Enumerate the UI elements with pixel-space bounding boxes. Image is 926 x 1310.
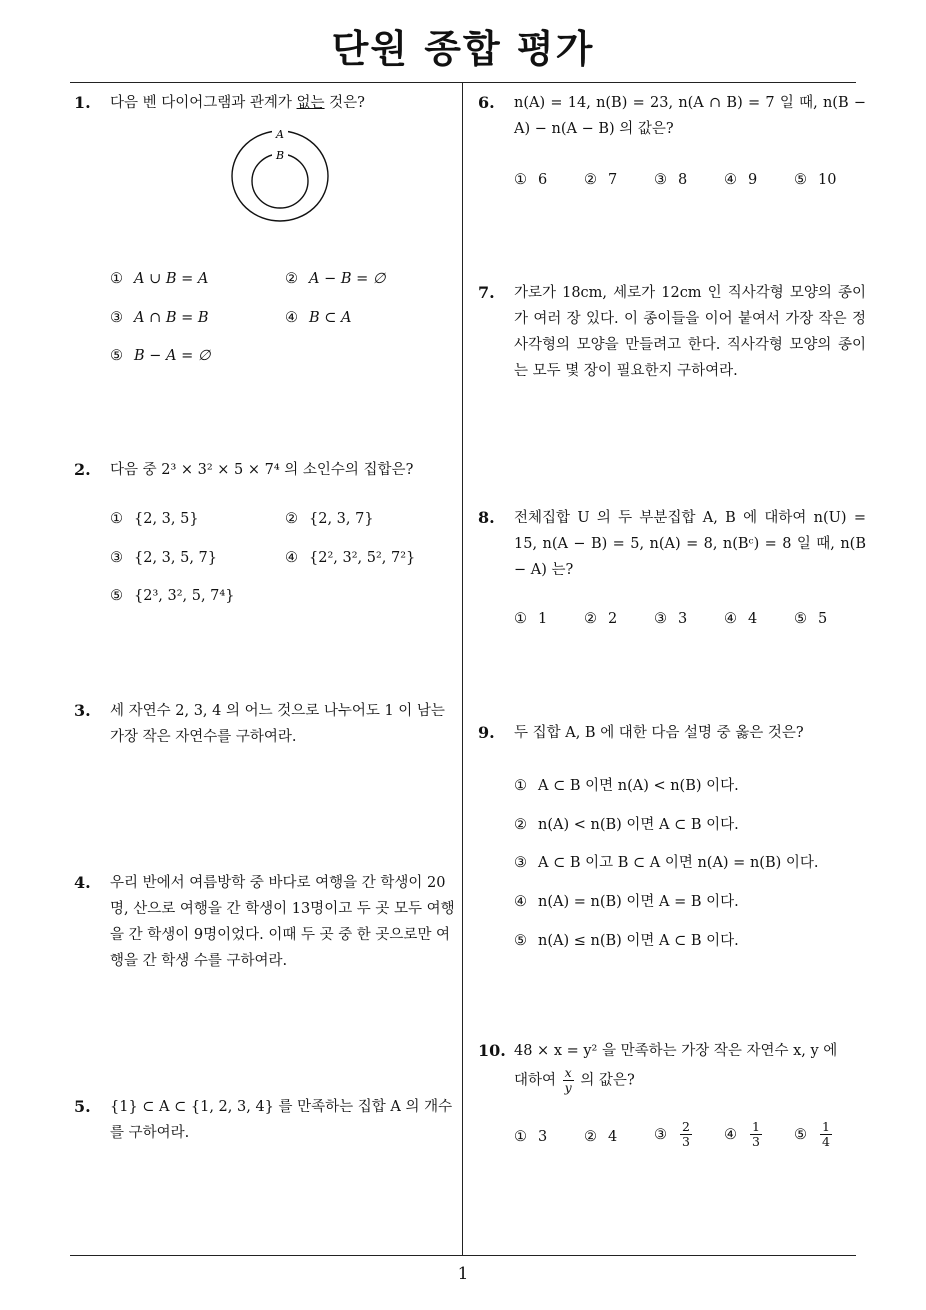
q10-option-2[interactable]: ② 4 [584, 1129, 618, 1145]
q8-option-5[interactable]: ⑤ 5 [794, 611, 828, 627]
q8-option-3[interactable]: ③ 3 [654, 611, 688, 627]
q6-option-2[interactable]: ② 7 [584, 172, 618, 188]
top-rule [70, 82, 856, 83]
fraction: $\frac{1}{3}$ [752, 1119, 760, 1149]
q2-option-4[interactable]: ④ {2², 3², 5², 7²} [285, 550, 416, 566]
question-stem: n(A) = 14, n(B) = 23, n(A ∩ B) = 7 일 때, n(B − A) − n(A − B) 의 값은? [514, 95, 866, 137]
stem-line-1: 48 × x = y² 을 만족하는 가장 작은 자연수 x, y 에 [514, 1043, 838, 1059]
q8-option-2[interactable]: ② 2 [584, 611, 618, 627]
q10-option-3[interactable]: ③ $\frac{2}{3}$ [654, 1119, 690, 1149]
question-stem [110, 90, 462, 116]
question-stem: 세 자연수 2, 3, 4 의 어느 것으로 나누어도 1 이 남는 가장 작은 자연수를 구하여라. [110, 703, 445, 745]
q6-option-3[interactable]: ③ 8 [654, 172, 688, 188]
question-number: 4. [74, 873, 91, 892]
q10-option-4[interactable]: ④ $\frac{1}{3}$ [724, 1119, 760, 1149]
q1-option-1[interactable]: ① A ∪ B = A [110, 271, 209, 287]
q9-option-3[interactable]: ③ A ⊂ B 이고 B ⊂ A 이면 n(A) = n(B) 이다. [514, 855, 819, 871]
venn-diagram [225, 126, 335, 230]
question-stem: {1} ⊂ A ⊂ {1, 2, 3, 4} 를 만족하는 집합 A 의 개수를 구하여라. [110, 1099, 453, 1141]
question-number: 3. [74, 701, 91, 720]
question-stem: 우리 반에서 여름방학 중 바다로 여행을 간 학생이 20 명, 산으로 여행을 간 학생이 13명이고 두 곳 모두 여행을 간 학생이 9명이었다. 이때 두 곳 중 한 곳으로만 여행을 간 학생 수를 구하여라. [110, 875, 455, 969]
page-number: 1 [457, 1264, 469, 1284]
question-number: 10. [478, 1041, 506, 1060]
q9-option-2[interactable]: ② n(A) < n(B) 이면 A ⊂ B 이다. [514, 817, 739, 833]
column-divider [462, 83, 463, 1255]
q9-option-1[interactable]: ① A ⊂ B 이면 n(A) < n(B) 이다. [514, 778, 739, 794]
fraction-x-over-y: $\frac{x}{y}$ [564, 1065, 572, 1095]
q8-option-1[interactable]: ① 1 [514, 611, 548, 627]
question-stem: 다음 중 2³ × 3² × 5 × 7⁴ 의 소인수의 집합은? [110, 462, 414, 478]
q8-option-4[interactable]: ④ 4 [724, 611, 758, 627]
question-number: 2. [74, 460, 91, 479]
q9-option-5[interactable]: ⑤ n(A) ≤ n(B) 이면 A ⊂ B 이다. [514, 933, 739, 949]
question-number: 8. [478, 508, 495, 527]
question-number: 1. [74, 93, 91, 112]
q6-option-1[interactable]: ① 6 [514, 172, 548, 188]
stem-text: 다음 벤 다이어그램과 관계가 [110, 95, 292, 111]
page-title: 단원 종합 평가 [331, 27, 595, 71]
fraction: $\frac{2}{3}$ [682, 1119, 690, 1149]
q2-option-3[interactable]: ③ {2, 3, 5, 7} [110, 550, 218, 566]
q1-option-3[interactable]: ③ A ∩ B = B [110, 310, 209, 326]
question-stem: 전체집합 U 의 두 부분집합 A, B 에 대하여 n(U) = 15, n(A − B) = 5, n(A) = 8, n(Bᶜ) = 8 일 때, n(B − A) 는? [514, 510, 866, 578]
q1-option-2[interactable]: ② A − B = ∅ [285, 271, 386, 287]
stem-line-2: 대하여 $\frac{x}{y}$ 의 값은? [514, 1065, 635, 1095]
question-number: 7. [478, 283, 495, 302]
question-stem [514, 1038, 866, 1095]
question-stem: 두 집합 A, B 에 대한 다음 설명 중 옳은 것은? [514, 725, 804, 741]
stem-underlined: 없는 [296, 95, 325, 111]
stem-text: 것은? [329, 95, 365, 111]
q2-option-5[interactable]: ⑤ {2³, 3², 5, 7⁴} [110, 588, 235, 604]
q6-option-5[interactable]: ⑤ 10 [794, 172, 837, 188]
label-a: A [276, 128, 284, 141]
label-b: B [275, 149, 285, 162]
bottom-rule [70, 1255, 856, 1256]
question-number: 9. [478, 723, 495, 742]
question-number: 5. [74, 1097, 91, 1116]
q1-option-4[interactable]: ④ B ⊂ A [285, 310, 352, 326]
q9-option-4[interactable]: ④ n(A) = n(B) 이면 A = B 이다. [514, 894, 739, 910]
set-b-circle [252, 154, 308, 208]
fraction: $\frac{1}{4}$ [822, 1119, 830, 1149]
q10-option-1[interactable]: ① 3 [514, 1129, 548, 1145]
q6-option-4[interactable]: ④ 9 [724, 172, 758, 188]
q1-option-5[interactable]: ⑤ B − A = ∅ [110, 348, 211, 364]
question-number: 6. [478, 93, 495, 112]
question-stem: 가로가 18cm, 세로가 12cm 인 직사각형 모양의 종이가 여러 장 있다. 이 종이들을 이어 붙여서 가장 작은 정사각형의 모양을 만들려고 한다. 직사각형 모양의 종이는 모두 몇 장이 필요한지 구하여라. [514, 285, 866, 379]
q2-option-1[interactable]: ① {2, 3, 5} [110, 511, 199, 527]
q10-option-5[interactable]: ⑤ $\frac{1}{4}$ [794, 1119, 830, 1149]
q2-option-2[interactable]: ② {2, 3, 7} [285, 511, 374, 527]
